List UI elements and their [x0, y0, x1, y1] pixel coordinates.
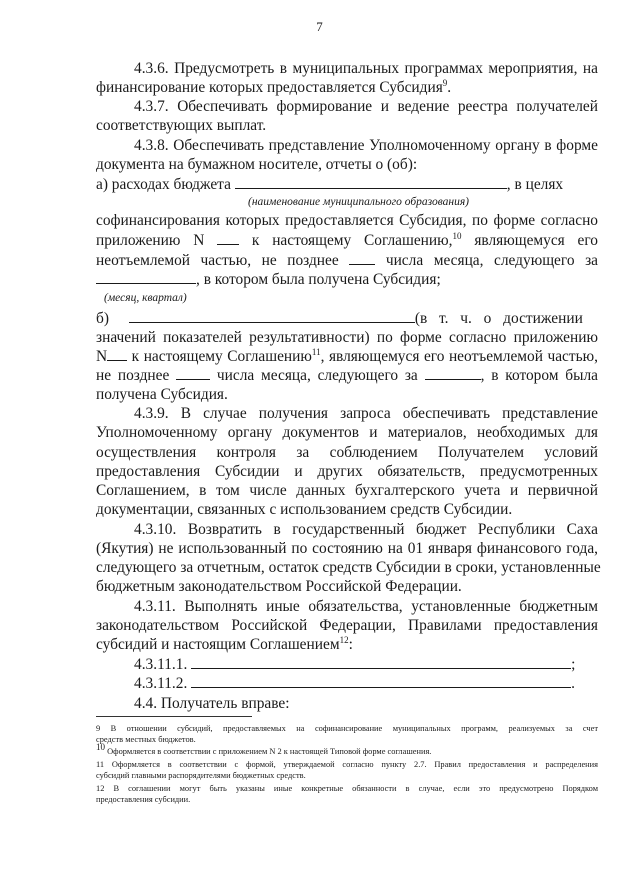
clause-text: не позднее [96, 367, 170, 384]
item-a-suffix: , в целях [506, 176, 564, 193]
clause-4-3-6-line-1: 4.3.6. Предусмотреть в муниципальных программах мероприятия, на [134, 60, 598, 77]
clause-text: неотъемлемой частью, не позднее [96, 252, 339, 269]
clause-4-3-9-line-1: 4.3.9. В случае получения запроса обеспечивать представление [134, 405, 598, 422]
subclause-number: 4.3.11.2. [134, 675, 188, 692]
clause-4-3-11-line-2: законодательством Российской Федерации, Правилами предоставления [96, 617, 598, 634]
clause-text [252, 232, 462, 249]
clause-4-3-11-1 [134, 655, 598, 674]
day-blank [349, 252, 375, 265]
municipality-blank [235, 176, 507, 189]
clause-4-3-7-line-2: соответствующих выплат. [96, 117, 267, 134]
clause-4-3-9-line-5: Соглашением, в том числе данных бухгалтерского учета и первичной [96, 482, 598, 499]
period-blank [96, 271, 196, 284]
item-a-line [96, 175, 598, 194]
clause-text: числа месяца, следующего за [216, 367, 418, 384]
clause-4-3-7-line-1: 4.3.7. Обеспечивать формирование и ведение реестра получателей [134, 98, 598, 115]
clause-text [96, 348, 127, 365]
footnote-text: Оформляется в соответствии с приложением N 2 к настоящей Типовой форме соглашения. [107, 747, 432, 756]
subclause-number: 4.3.11.1. [134, 656, 188, 673]
obligation-blank-2 [191, 675, 571, 688]
day-blank [176, 367, 210, 380]
clause-text: : [348, 636, 353, 653]
clause-4-3-10-line-3: следующего за отчетным, остаток средств Субсидии в сроки, установленные [96, 559, 601, 576]
clause-text: к настоящему Соглашению, [251, 232, 453, 249]
clause-text: , в котором была [480, 367, 598, 384]
item-a-line-4 [96, 251, 598, 270]
clause-4-3-8-line-1: 4.3.8. Обеспечивать представление Уполномоченному органу в форме [134, 137, 598, 154]
item-b-label: б) [96, 310, 109, 327]
footnote-ref-10: 10 [452, 230, 462, 241]
period-hint: (месяц, квартал) [104, 292, 187, 304]
clause-4-3-10-line-1: 4.3.10. Возвратить в государственный бюджет Республики Саха [134, 521, 598, 538]
clause-text [425, 367, 598, 384]
clause-text: финансирование которых предоставляется Субсидия [96, 79, 443, 96]
clause-4-3-9-line-6: документации, связанных с использованием средств Субсидии. [96, 501, 513, 518]
item-b-line-2: значений показателей результативности) по форме согласно приложению [96, 329, 598, 346]
clause-text: приложению [96, 232, 181, 249]
item-a-line-2: софинансирования которых предоставляется Субсидия, по форме согласно [96, 212, 598, 229]
clause-text: . [447, 79, 452, 96]
item-b-line-4 [96, 366, 598, 385]
clause-4-3-8-line-2: документа на бумажном носителе, отчеты о (об): [96, 156, 418, 173]
clause-text [132, 348, 598, 365]
clause-4-4: 4.4. Получатель вправе: [134, 695, 290, 712]
footnote-number: 10 [96, 742, 105, 753]
footnote-9-line-1: 9 В отношении субсидий, предоставляемых на софинансирование муниципальных программ, реализуемых за счет [96, 724, 598, 733]
period-blank [425, 367, 481, 380]
obligation-blank-1 [191, 656, 571, 669]
footnote-ref-11: 11 [311, 346, 321, 357]
clause-4-3-9-line-2: Уполномоченному органу документов и материалов, необходимых для [96, 424, 598, 441]
clause-text: , являющемуся его неотъемлемой частью, [320, 348, 598, 365]
page-number: 7 [316, 19, 323, 34]
clause-4-3-9-line-4: предоставления Субсидии и других обязательств, предусмотренных [96, 463, 598, 480]
item-a-line-5 [96, 270, 598, 289]
appendix-number-blank [217, 232, 239, 245]
appendix-number-blank [107, 348, 127, 361]
clause-text: N [193, 232, 205, 249]
clause-4-3-10-line-2: (Якутия) не использованный по состоянию на 01 января финансового года, [96, 540, 598, 557]
clause-text: ; [571, 656, 576, 673]
item-b-line-5: получена Субсидия. [96, 386, 228, 403]
clause-4-3-11-line-1: 4.3.11. Выполнять иные обязательства, установленные бюджетным [134, 598, 598, 615]
footnote-12-line-1: 12 В соглашении могут быть указаны иные конкретные обязанности в случае, если это предусмотрено Порядком [96, 784, 598, 793]
footnote-12-line-2: предоставления субсидии. [96, 795, 191, 804]
clause-text: субсидий и настоящим Соглашением [96, 636, 340, 653]
footnote-10 [96, 742, 598, 757]
footnote-9-line-2: средств местных бюджетов. [96, 735, 196, 744]
item-a-label: а) расходах бюджета [96, 176, 231, 193]
clause-text: числа месяца, следующего за [385, 252, 598, 269]
clause-4-3-6-line-2 [96, 78, 598, 97]
item-b-line [96, 309, 598, 328]
clause-text: . [571, 675, 576, 692]
footnote-separator [96, 716, 252, 717]
item-a-line-3 [96, 231, 598, 250]
clause-text: (в т. ч. о достижении [414, 310, 583, 327]
clause-text: N [96, 348, 108, 365]
footnote-ref-9: 9 [442, 77, 448, 88]
item-b-line-3 [96, 347, 598, 366]
footnote-11-line-1: 11 Оформляется в соответствии с формой, утверждаемой согласно пункту 2.7. Правил предоставления и распределения [96, 760, 598, 769]
clause-4-3-10-line-4: бюджетным законодательством Российской Федерации. [96, 578, 462, 595]
footnote-ref-12: 12 [339, 634, 349, 645]
clause-4-3-11-2 [134, 674, 598, 693]
footnote-11-line-2: субсидий главными распорядителями бюджетных средств. [96, 771, 306, 780]
clause-4-3-9-line-3: осуществления контроля за соблюдением Получателем условий [96, 444, 598, 461]
clause-text: , в котором была получена Субсидия; [196, 271, 441, 288]
clause-4-3-11-line-3 [96, 635, 598, 654]
clause-text: являющемуся его [474, 232, 598, 249]
item-b-blank [129, 310, 415, 323]
clause-text: к настоящему Соглашению [131, 348, 312, 365]
municipality-hint: (наименование муниципального образования) [248, 196, 470, 208]
